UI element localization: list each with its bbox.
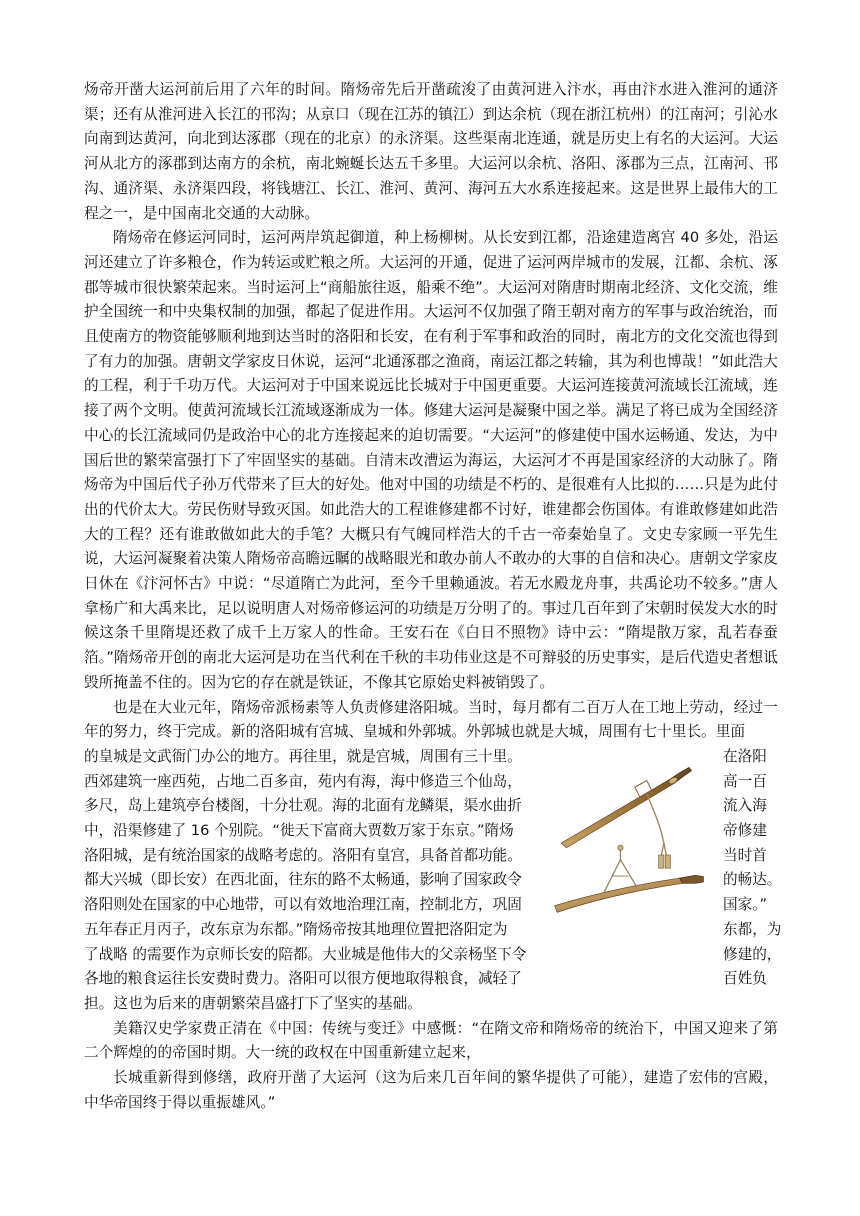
paragraph-2: 隋炀帝在修运河同时，运河两岸筑起御道，种上杨柳树。从长安到江都，沿途建造离宫 40 多处，沿运河还建立了许多粮仓，作为转运或贮粮之所。大运河的开通，促进了运河两岸城市的发展，江都、余杭、涿郡等城市很快繁荣起来。当时运河上“商船旅往返，船乘不绝”。大运河对隋唐时期南北经济、文化交流，维护全国统一和中央集权制的加强，都起了促进作用。大运河不仅加强了隋王朝对南方的军事与政治统治，而且使南方的物资能够顺利地到达当时的洛阳和长安，在有利于军事和政治的同时，南北方的文化交流也得到了有力的加强。唐朝文学家皮日休说，运河“北通涿郡之渔商，南运江都之转输，其为利也博哉！”如此浩大的工程，利于千功万代。大运河对于中国来说远比长城对于中国更重要。大运河连接黄河流域长江流域，连接了两个文明。使黄河流域长江流域逐渐成为一体。修建大运河是凝聚中国之举。满足了将已成为全国经济中心的长江流域同仍是政治中心的北方连接起来的迫切需要。“大运河”的修建使中国水运畅通、发达，为中国后世的繁荣富强打下了牢固坚实的基础。自清末改漕运为海运，大运河才不再是国家经济的大动脉了。隋炀帝为中国后代子孙万代带来了巨大的好处。他对中国的功绩是不朽的、是很难有人比拟的……只是为此付出的代价太大。劳民伤财导致灭国。如此浩大的工程谁修建都不讨好，谁建都会伤国体。有谁敢修建如此浩大的工程？还有谁敢做如此大的手笔？大概只有气魄同样浩大的千古一帝秦始皇了。文史专家顾一平先生说，大运河凝聚着决策人隋炀帝高瞻远瞩的战略眼光和敢办前人不敢办的大事的自信和决心。唐朝文学家皮日休在《汴河怀古》中说：“尽道隋亡为此河，至今千里赖通波。若无水殿龙舟事，共禹论功不较多。”唐人拿杨广和大禹来比，足以说明唐人对炀帝修运河的功绩是万分明了的。事过几百年到了宋朝时侯发大水的时候这条千里隋堤还救了成千上万家人的性命。王安石在《白日不照物》诗中云：“隋堤散万家，乱若春蚕箔。”隋炀帝开创的南北大运河是功在当代利在千秋的丰功伟业这是不可辩驳的历史事实，是后代造史者想诋毁所掩盖不住的。因为它的存在就是铁证，不像其它原始史料被销毁了。 (84, 229, 778, 691)
wrapped-line-left: 的皇城是文武衙门办公的地方。再往里，就是宫城，周围有三十里。 (84, 747, 522, 765)
paragraph-1: 炀帝开凿大运河前后用了六年的时间。隋炀帝先后开凿疏浚了由黄河进入汴水，再由汴水进入淮河的通济渠；还有从淮河进入长江的邗沟；从京口（现在江苏的镇江）到达余杭（现在浙江杭州）的江南河；引沁水向南到达黄河，向北到达涿郡（现在的北京）的永济渠。这些渠南北连通，就是历史上有名的大运河。大运河从北方的涿郡到达南方的余杭，南北蜿蜒长达五千多里。大运河以余杭、洛阳、涿郡为三点，江南河、邗沟、通济渠、永济渠四段，将钱塘江、长江、淮河、黄河、海河五大水系连接起来。这是世界上最伟大的工程之一，是中国南北交通的大动脉。 (84, 81, 778, 222)
wrapped-line-right: 当时首 (723, 846, 767, 864)
paragraph-5: 长城重新得到修缮，政府开凿了大运河（这为后来几百年间的繁华提供了可能），建造了宏伟的宫殿，中华帝国终于得以重振雄风。” (84, 1069, 778, 1111)
wrapped-line-right: 修建的， (723, 945, 782, 963)
wrapped-line-right: 高一百 (723, 772, 767, 790)
wrapped-line-right: 百姓负 (723, 970, 767, 988)
wrapped-line-right: 东都，为 (723, 920, 782, 938)
wrapped-line-left: 洛阳城，是有统治国家的战略考虑的。洛阳有皇宫，具备首都功能。 (84, 846, 522, 864)
sword-icon (561, 767, 691, 868)
paragraph-4: 美籍汉史学家费正清在《中国：传统与变迁》中感慨：“在隋文帝和隋炀帝的统治下，中国又迎来了第二个辉煌的的帝国时期。大一统的政权在中国重新建立起来， (84, 1019, 778, 1062)
sword-illustration (548, 702, 710, 1004)
wrapped-line-right: 在洛阳 (723, 747, 767, 765)
paragraph-3: 也是在大业元年，隋炀帝派杨素等人负责修建洛阳城。当时，每月都有二百万人在工地上劳动，经过一年的努力，终于完成。新的洛阳城有宫城、皇城和外郭城。外郭城也就是大城，周围有七十里长。里面 (84, 698, 778, 741)
sword-icon (555, 845, 704, 912)
wrapped-line-right: 帝修建 (723, 822, 767, 840)
wrapped-line-left: 五年春正月丙子，改东京为东都。”隋炀帝按其地理位置把洛阳定为 (84, 920, 508, 938)
wrapped-line-left: 都大兴城（即长安）在西北面，往东的路不太畅通，影响了国家政令 (84, 871, 522, 889)
wrapped-line-left: 多尺，岛上建筑亭台楼阁，十分壮观。海的北面有龙鳞渠，渠水曲折 (84, 797, 522, 815)
wrapped-line-right: 流入海 (723, 797, 767, 815)
wrapped-line-right: 国家。” (723, 896, 768, 914)
wrapped-line-left: 西郊建筑一座西苑，占地二百多亩，苑内有海，海中修造三个仙岛， (84, 772, 522, 790)
wrapped-line-right: 的畅达。 (723, 871, 782, 889)
wrapped-line-left: 洛阳则处在国家的中心地带，可以有效地治理江南，控制北方，巩固 (84, 896, 522, 914)
wrapped-line-left: 了战略 的需要作为京师长安的陪都。大业城是他伟大的父亲杨坚下令 (84, 945, 527, 963)
wrapped-line-left: 各地的粮食运往长安费时费力。洛阳可以很方便地取得粮食，减轻了 (84, 970, 522, 988)
paragraph-3-end: 担。这也为后来的唐朝繁荣昌盛打下了坚实的基础。 (84, 994, 422, 1012)
wrapped-line-left: 中，沿渠修建了 16 个别院。“徙天下富商大贾数万家于东京。”隋炀 (84, 822, 514, 840)
